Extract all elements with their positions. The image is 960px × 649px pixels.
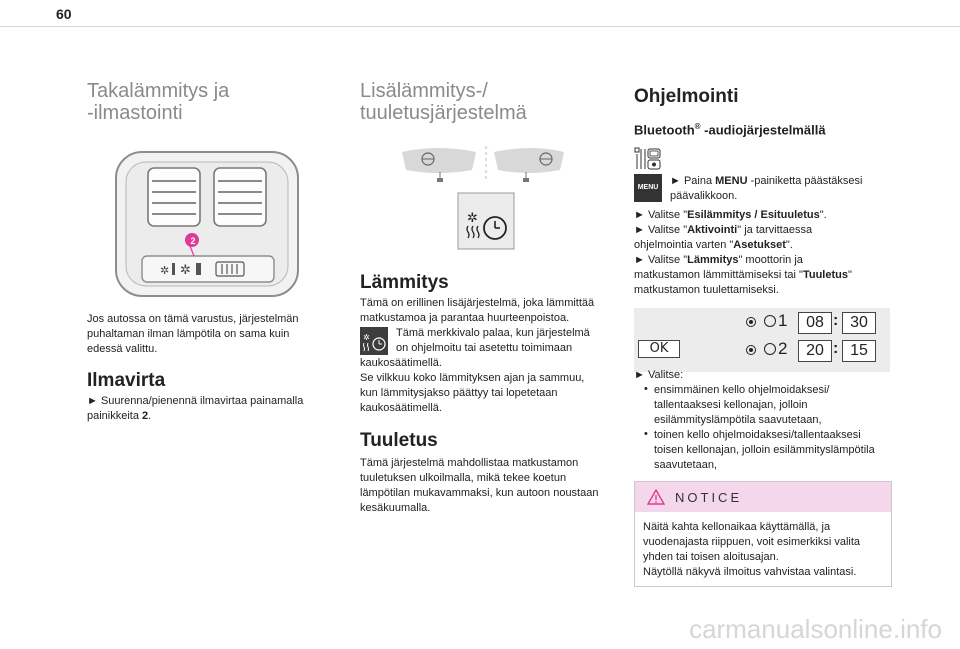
- valitse-label: ► Valitse:: [634, 369, 684, 381]
- svg-text:✲: ✲: [180, 263, 191, 278]
- timer-row-1: [746, 312, 886, 334]
- lammitys-text-more: kaukosäätimellä. Se vilkkuu koko lämmityksen ajan ja sammuu, kun lämmitysjakso päättyy tai lopetetaan kaukosäätimellä.: [360, 357, 585, 414]
- radio-selected-icon[interactable]: [746, 345, 756, 355]
- footer-watermark: carmanualsonline.info: [689, 614, 942, 644]
- menu-button-icon: MENU: [634, 174, 662, 202]
- rear-vent-illustration: [112, 148, 302, 300]
- bullet-item: • ensimmäinen kello ohjelmoidaksesi/ tallentaaksesi kellonajan, jolloin esilämmityslämpötila saavutetaan,: [644, 383, 830, 426]
- ilmavirta-text: ► Suurenna/pienennä ilmavirtaa painamalla painikkeita 2.: [87, 395, 304, 422]
- step-press-menu: ► Paina MENU -painiketta päästäksesi päävalikkoon.: [670, 175, 863, 202]
- ilmavirta-title: Ilmavirta: [87, 370, 166, 391]
- notice-text: Näitä kahta kellonaikaa käyttämällä, ja vuodenajasta riippuen, voit esimerkiksi valita yhden tai toisen aloitusajan. Näytöllä näkyvä ilmoitus vahvistaa valintasi.: [643, 521, 861, 578]
- svg-text:✲: ✲: [467, 211, 478, 226]
- column-rear-heating: [87, 80, 327, 422]
- audio-system-icon: [634, 147, 662, 171]
- notice-title: NOTICE: [675, 490, 743, 505]
- minutes-field[interactable]: 15: [842, 340, 876, 362]
- svg-text:✲: ✲: [363, 333, 370, 342]
- tuuletus-text: Tämä järjestelmä mahdollistaa matkustamon tuuletuksen ulkoilmalla, mikä tekee koetun lämpötilan mukavammaksi, kun autoon noustaan kesäkuumalla.: [360, 457, 599, 514]
- clock-icon: [764, 315, 776, 327]
- time-colon: :: [833, 312, 839, 329]
- bullet-item: • toinen kello ohjelmoidaksesi/tallentaaksesi toisen kellonajan, jolloin esilämmityslämpötila saavutetaan,: [644, 428, 875, 471]
- ok-button[interactable]: OK: [638, 340, 680, 358]
- time-colon: :: [833, 340, 839, 357]
- heater-timer-icon: [457, 192, 515, 250]
- column-auxiliary-heating: [360, 80, 615, 514]
- step-select-heating: ► Valitse "Lämmitys" moottorin ja matkustamon lämmittämiseksi tai "Tuuletus" matkustamon tuulettamiseksi.: [634, 254, 852, 296]
- callout-badge: 2: [190, 236, 196, 246]
- hours-field[interactable]: 08: [798, 312, 832, 334]
- minutes-field[interactable]: 30: [842, 312, 876, 334]
- section-title-rear-heating: Takalämmitys ja -ilmastointi: [87, 80, 230, 124]
- radio-selected-icon[interactable]: [746, 317, 756, 327]
- timer-index: 2: [778, 339, 788, 358]
- intro-text: Jos autossa on tämä varustus, järjestelmän puhaltaman ilman lämpötila on sama kuin edessä valittu.: [87, 313, 299, 355]
- lammitys-title: Lämmitys: [360, 272, 449, 293]
- warning-icon: [647, 489, 665, 505]
- ohjelmointi-title: Ohjelmointi: [634, 86, 739, 107]
- hours-field[interactable]: 20: [798, 340, 832, 362]
- section-title-auxiliary: Lisälämmitys-/ tuuletusjärjestelmä: [360, 80, 527, 124]
- lammitys-icon-text: Tämä merkkivalo palaa, kun järjestelmä on ohjelmoitu tai asetettu toimimaan: [396, 327, 590, 354]
- bluetooth-subheading: Bluetooth® -audiojärjestelmällä: [634, 122, 826, 138]
- tuuletus-title: Tuuletus: [360, 430, 438, 451]
- svg-text:✲: ✲: [160, 264, 170, 277]
- steering-wheel-indicator-illustration: [398, 142, 568, 186]
- step-select-preheating: ► Valitse "Esilämmitys / Esituuletus".: [634, 209, 827, 221]
- timer-row-2: [746, 340, 886, 362]
- notice-box: [634, 481, 892, 587]
- lammitys-text-intro: Tämä on erillinen lisäjärjestelmä, joka lämmittää matkustamoa ja parantaa huurteenpoistoa.: [360, 297, 595, 324]
- heater-indicator-icon: [360, 327, 388, 355]
- clock-icon: [764, 343, 776, 355]
- header-divider: [0, 26, 960, 27]
- timer-index: 1: [778, 311, 788, 330]
- timer-screen: [634, 308, 890, 372]
- page-number: 60: [56, 6, 72, 22]
- notice-header: [635, 482, 891, 512]
- step-select-activation: ► Valitse "Aktivointi" ja tarvittaessa ohjelmointia varten "Asetukset".: [634, 224, 813, 251]
